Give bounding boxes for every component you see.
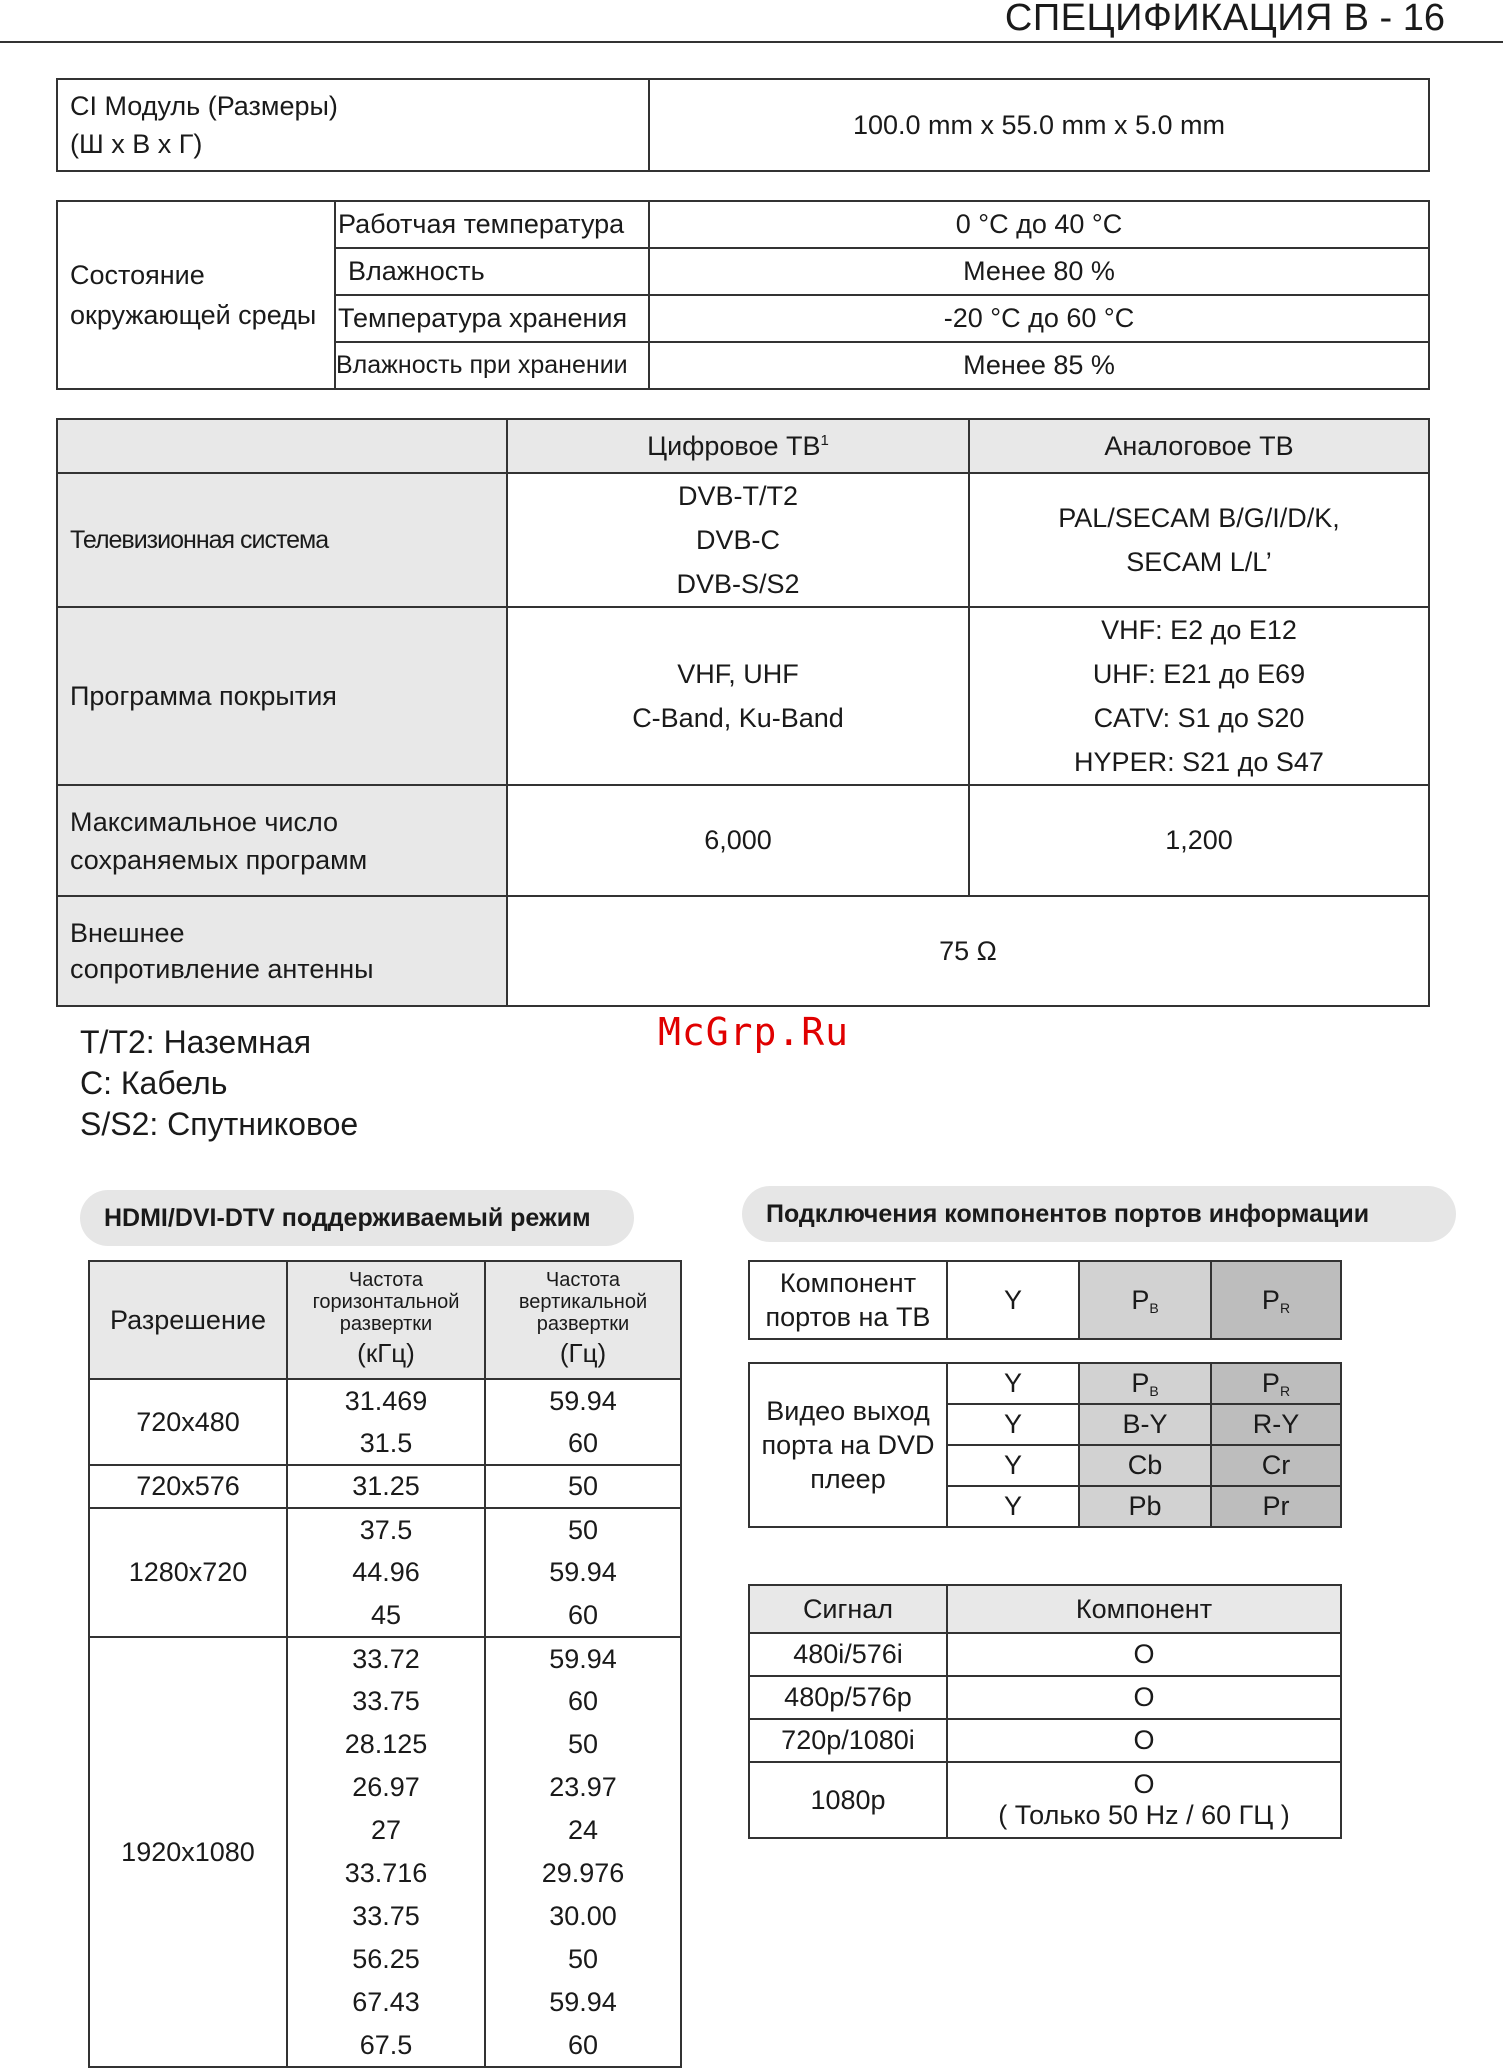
environment-label-line: Состояние xyxy=(70,260,205,290)
port-name: P xyxy=(1131,1368,1150,1398)
environment-label xyxy=(57,201,335,389)
resolution-cell: 1920x1080 xyxy=(89,1637,287,2067)
port-name: Pr xyxy=(1262,1491,1290,1521)
env-param-name: Температура хранения xyxy=(335,295,649,342)
support-mark: O xyxy=(1133,1639,1155,1669)
component-support-cell xyxy=(947,1719,1341,1762)
dvd-port-cell xyxy=(947,1445,1079,1486)
table-row xyxy=(749,1676,1341,1719)
hfreq-cell: 27 xyxy=(287,1809,485,1852)
hdmi-col-vfreq-line: Частота xyxy=(545,1269,621,1291)
dvd-output-label-line: Видео выход xyxy=(766,1396,930,1426)
env-param-value: Менее 85 % xyxy=(649,342,1429,389)
tv-system-value: SECAM L/L’ xyxy=(1126,547,1272,577)
table-row xyxy=(749,1719,1341,1762)
hfreq-cell: 33.72 xyxy=(287,1637,485,1680)
vfreq-cell: 60 xyxy=(485,1594,681,1637)
dvd-port-cell xyxy=(1079,1445,1211,1486)
vfreq-cell: 50 xyxy=(485,1465,681,1508)
vfreq-cell: 50 xyxy=(485,1938,681,1981)
port-name: Cr xyxy=(1261,1450,1291,1480)
table-row xyxy=(89,1465,681,1508)
tv-header-analog: Аналоговое ТВ xyxy=(969,419,1429,473)
table-row xyxy=(89,1637,681,1680)
dvd-output-label-line: плеер xyxy=(810,1464,886,1494)
max-programs-analog: 1,200 xyxy=(969,785,1429,896)
tv-system-value: DVB-C xyxy=(695,525,780,555)
tv-system-analog xyxy=(969,473,1429,607)
hfreq-cell: 31.5 xyxy=(287,1422,485,1465)
port-name: Y xyxy=(1003,1450,1022,1480)
coverage-digital xyxy=(507,607,969,785)
component-support-cell xyxy=(947,1762,1341,1838)
port-name: Pb xyxy=(1128,1491,1162,1521)
antenna-value: 75 Ω xyxy=(507,896,1429,1006)
hfreq-cell: 28.125 xyxy=(287,1723,485,1766)
hdmi-col-vfreq-line: развертки xyxy=(536,1313,630,1335)
port-subscript: R xyxy=(1279,1383,1291,1399)
hfreq-cell: 56.25 xyxy=(287,1938,485,1981)
hfreq-cell: 33.75 xyxy=(287,1680,485,1723)
dvd-port-cell xyxy=(1079,1404,1211,1445)
port-name: P xyxy=(1261,1284,1280,1315)
dvd-port-cell xyxy=(1211,1445,1341,1486)
vfreq-cell: 60 xyxy=(485,2024,681,2067)
support-mark: O xyxy=(1133,1725,1155,1755)
max-programs-label-line: сохраняемых программ xyxy=(70,844,368,875)
dvd-port-cell xyxy=(947,1486,1079,1527)
tv-port-pb xyxy=(1079,1261,1211,1339)
port-name: P xyxy=(1131,1284,1150,1315)
env-param-value: -20 °C до 60 °C xyxy=(649,295,1429,342)
port-name: R-Y xyxy=(1252,1409,1300,1439)
vfreq-cell: 59.94 xyxy=(485,1981,681,2024)
footnote-marker: 1 xyxy=(820,431,829,449)
vfreq-cell: 59.94 xyxy=(485,1551,681,1594)
vfreq-cell: 23.97 xyxy=(485,1766,681,1809)
hfreq-cell: 67.5 xyxy=(287,2024,485,2067)
signal-cell: 480i/576i xyxy=(749,1633,947,1676)
hdmi-col-hfreq xyxy=(287,1261,485,1379)
max-programs-digital: 6,000 xyxy=(507,785,969,896)
antenna-label xyxy=(57,896,507,1006)
vfreq-cell: 59.94 xyxy=(485,1379,681,1422)
legend-item: C: Кабель xyxy=(80,1065,228,1101)
hdmi-col-resolution: Разрешение xyxy=(89,1261,287,1379)
hfreq-cell: 31.25 xyxy=(287,1465,485,1508)
signal-table xyxy=(748,1584,1342,1839)
signal-cell: 1080p xyxy=(749,1762,947,1838)
coverage-value: HYPER: S21 до S47 xyxy=(1074,747,1324,777)
hdmi-col-hfreq-line: горизонтальной xyxy=(312,1291,460,1313)
ci-module-label-line: (Ш x В x Г) xyxy=(70,129,203,159)
hfreq-cell: 37.5 xyxy=(287,1508,485,1551)
coverage-value: C-Band, Ku-Band xyxy=(632,703,844,733)
port-name: Cb xyxy=(1127,1450,1163,1480)
vfreq-cell: 60 xyxy=(485,1680,681,1723)
dvd-output-table xyxy=(748,1362,1342,1528)
tv-system-value: PAL/SECAM B/G/I/D/K, xyxy=(1058,503,1340,533)
max-programs-label xyxy=(57,785,507,896)
coverage-analog xyxy=(969,607,1429,785)
resolution-cell: 1280x720 xyxy=(89,1508,287,1637)
env-param-value: Менее 80 % xyxy=(649,248,1429,295)
tv-system-digital xyxy=(507,473,969,607)
component-support-cell xyxy=(947,1676,1341,1719)
tv-ports-label-line: Компонент xyxy=(779,1268,917,1298)
port-name: Y xyxy=(1003,1491,1022,1521)
port-subscript: B xyxy=(1149,1299,1159,1316)
tv-table xyxy=(56,418,1430,1007)
hfreq-cell: 31.469 xyxy=(287,1379,485,1422)
port-subscript: B xyxy=(1149,1383,1159,1399)
hfreq-cell: 44.96 xyxy=(287,1551,485,1594)
vfreq-cell: 50 xyxy=(485,1508,681,1551)
dvd-port-cell xyxy=(1079,1363,1211,1404)
env-param-value: 0 °C до 40 °C xyxy=(649,201,1429,248)
component-section-title: Подключения компонентов портов информации xyxy=(742,1186,1456,1242)
support-note: ( Только 50 Hz / 60 ГЦ ) xyxy=(998,1800,1290,1830)
vfreq-cell: 59.94 xyxy=(485,1637,681,1680)
hdmi-col-vfreq-unit: (Гц) xyxy=(559,1338,607,1368)
tv-ports-label xyxy=(749,1261,947,1339)
port-name: P xyxy=(1261,1368,1280,1398)
max-programs-label-line: Максимальное число xyxy=(70,806,339,837)
hdmi-mode-table xyxy=(88,1260,682,2068)
header-divider xyxy=(0,41,1503,43)
tv-header-digital xyxy=(507,419,969,473)
page-number: B - 16 xyxy=(1343,0,1445,39)
vfreq-cell: 30.00 xyxy=(485,1895,681,1938)
dvd-output-label-line: порта на DVD xyxy=(761,1430,935,1460)
tv-system-label: Телевизионная система xyxy=(57,473,507,607)
ci-module-label-line: CI Модуль (Размеры) xyxy=(70,91,338,121)
antenna-label-line: Внешнее xyxy=(70,918,185,948)
component-support-cell xyxy=(947,1633,1341,1676)
ci-module-table xyxy=(56,78,1430,172)
hdmi-col-hfreq-line: Частота xyxy=(348,1269,424,1291)
port-name: Y xyxy=(1003,1409,1022,1439)
vfreq-cell: 29.976 xyxy=(485,1852,681,1895)
table-row xyxy=(89,1508,681,1551)
hdmi-section-title: HDMI/DVI-DTV поддерживаемый режим xyxy=(80,1190,634,1246)
environment-label-line: окружающей среды xyxy=(70,300,317,330)
tv-port-pr xyxy=(1211,1261,1341,1339)
antenna-label-line: сопротивление антенны xyxy=(70,954,374,984)
environment-table xyxy=(56,200,1430,390)
dvd-port-cell xyxy=(1211,1404,1341,1445)
vfreq-cell: 24 xyxy=(485,1809,681,1852)
legend-item: S/S2: Спутниковое xyxy=(80,1106,359,1142)
env-param-name: Влажность xyxy=(335,248,649,295)
watermark: McGrp.Ru xyxy=(658,1010,850,1054)
signal-body xyxy=(749,1633,1341,1838)
tv-ports-label-line: портов на ТВ xyxy=(765,1302,931,1332)
hfreq-cell: 26.97 xyxy=(287,1766,485,1809)
vfreq-cell: 50 xyxy=(485,1723,681,1766)
hdmi-col-vfreq-line: вертикальной xyxy=(518,1291,648,1313)
dvd-port-cell xyxy=(1211,1363,1341,1404)
ci-module-label xyxy=(57,79,649,171)
coverage-value: UHF: E21 до E69 xyxy=(1092,659,1306,689)
page-title: СПЕЦИФИКАЦИЯ xyxy=(1004,0,1333,39)
hdmi-col-hfreq-unit: (кГц) xyxy=(357,1338,415,1368)
coverage-value: VHF: E2 до E12 xyxy=(1101,615,1297,645)
tv-header-empty xyxy=(57,419,507,473)
dvd-output-label xyxy=(749,1363,947,1527)
hdmi-col-vfreq xyxy=(485,1261,681,1379)
coverage-value: CATV: S1 до S20 xyxy=(1093,703,1305,733)
table-row xyxy=(89,1379,681,1422)
table-row xyxy=(749,1363,1341,1404)
port-name: Y xyxy=(1003,1284,1022,1315)
resolution-cell: 720x480 xyxy=(89,1379,287,1465)
ci-module-value: 100.0 mm x 55.0 mm x 5.0 mm xyxy=(649,79,1429,171)
hfreq-cell: 33.716 xyxy=(287,1852,485,1895)
tv-component-ports-table xyxy=(748,1260,1342,1340)
hfreq-cell: 67.43 xyxy=(287,1981,485,2024)
component-col-header: Компонент xyxy=(947,1585,1341,1633)
resolution-cell: 720x576 xyxy=(89,1465,287,1508)
hdmi-mode-body xyxy=(89,1379,681,2067)
legend-item: T/T2: Наземная xyxy=(80,1024,312,1060)
coverage-label: Программа покрытия xyxy=(57,607,507,785)
digital-tv-label: Цифровое ТВ xyxy=(647,430,821,461)
table-row xyxy=(749,1633,1341,1676)
signal-cell: 480p/576p xyxy=(749,1676,947,1719)
dvd-output-body xyxy=(749,1363,1341,1527)
tv-system-value: DVB-S/S2 xyxy=(676,569,800,599)
hfreq-cell: 45 xyxy=(287,1594,485,1637)
support-mark: O xyxy=(1133,1682,1155,1712)
hdmi-col-hfreq-line: развертки xyxy=(339,1313,433,1335)
env-param-name: Работчая температура xyxy=(335,201,649,248)
signal-col-header: Сигнал xyxy=(749,1585,947,1633)
port-subscript: R xyxy=(1279,1299,1291,1316)
vfreq-cell: 60 xyxy=(485,1422,681,1465)
support-mark: O xyxy=(1133,1769,1155,1799)
dvd-port-cell xyxy=(1079,1486,1211,1527)
signal-cell: 720p/1080i xyxy=(749,1719,947,1762)
port-name: Y xyxy=(1003,1368,1022,1398)
tv-port-y xyxy=(947,1261,1079,1339)
env-param-name: Влажность при хранении xyxy=(335,342,649,389)
dvd-port-cell xyxy=(947,1363,1079,1404)
hfreq-cell: 33.75 xyxy=(287,1895,485,1938)
port-name: B-Y xyxy=(1122,1409,1168,1439)
coverage-value: VHF, UHF xyxy=(677,659,799,689)
dvd-port-cell xyxy=(1211,1486,1341,1527)
dvd-port-cell xyxy=(947,1404,1079,1445)
table-row xyxy=(749,1762,1341,1838)
tv-system-value: DVB-T/T2 xyxy=(677,481,798,511)
